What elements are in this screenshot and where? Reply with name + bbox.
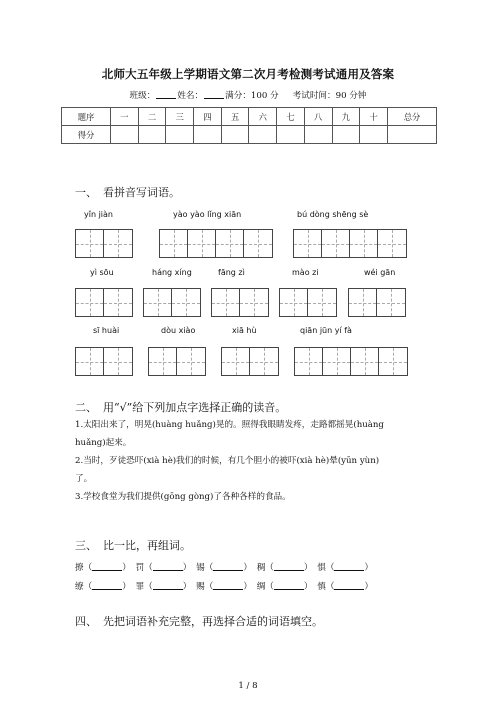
question-line: huǎng)起来。 bbox=[75, 438, 132, 448]
section-4-heading bbox=[75, 613, 323, 629]
writing-grid[interactable] bbox=[294, 347, 408, 376]
answer-blank[interactable] bbox=[92, 581, 122, 590]
score-cell[interactable] bbox=[111, 126, 139, 144]
score-cell[interactable] bbox=[249, 126, 277, 144]
score-cell[interactable] bbox=[138, 126, 166, 144]
section-number: 三、 bbox=[75, 539, 97, 552]
question-line: 3.学校食堂为我们提供(gōng gòng)了各种各样的食品。 bbox=[75, 492, 291, 502]
section-number: 四、 bbox=[75, 615, 97, 628]
pinyin-prompt: qiān jūn yí fà bbox=[300, 326, 352, 335]
exam-time: 考试时间：90 分钟 bbox=[292, 91, 367, 101]
score-cell[interactable] bbox=[277, 126, 305, 144]
document-title: 北师大五年级上学期语文第二次月考检测考试通用及答案 bbox=[101, 67, 395, 81]
answer-blank[interactable] bbox=[213, 562, 243, 571]
pinyin-prompt: bú dòng shēng sè bbox=[297, 210, 369, 219]
writing-grid[interactable] bbox=[348, 288, 406, 317]
writing-grid[interactable] bbox=[211, 288, 269, 317]
answer-blank[interactable] bbox=[213, 581, 243, 590]
character: 缭 bbox=[75, 582, 84, 592]
character: 罪 bbox=[135, 582, 145, 592]
pinyin-prompt: sī huài bbox=[93, 326, 120, 335]
pinyin-prompt: yǐn jiàn bbox=[84, 210, 113, 219]
answer-blank[interactable] bbox=[92, 562, 122, 571]
character: 慎 bbox=[317, 582, 326, 592]
writing-grid[interactable] bbox=[75, 347, 133, 376]
writing-grid[interactable] bbox=[221, 347, 279, 376]
character: 惧 bbox=[317, 563, 326, 573]
score-table-row bbox=[62, 126, 437, 144]
character: 稠 bbox=[256, 563, 266, 573]
header-cell: 十 bbox=[360, 108, 388, 126]
character: 绸 bbox=[256, 582, 266, 592]
writing-grid[interactable] bbox=[75, 229, 133, 258]
header-cell: 八 bbox=[304, 108, 332, 126]
header-cell: 题序 bbox=[62, 108, 111, 126]
question-line: 了。 bbox=[75, 474, 93, 484]
writing-grid[interactable] bbox=[148, 347, 206, 376]
score-table-header bbox=[62, 108, 437, 126]
pinyin-prompt: xiā hù bbox=[232, 326, 257, 335]
character: 赐 bbox=[196, 582, 205, 592]
header-cell: 四 bbox=[194, 108, 222, 126]
section-2-heading bbox=[75, 399, 286, 415]
header-cell: 一 bbox=[111, 108, 139, 126]
pinyin-prompt: fāng zì bbox=[218, 268, 245, 277]
answer-blank[interactable] bbox=[274, 581, 304, 590]
compare-row-2: 缭（ ） 罪（ ） 赐（ ） 绸（ ） 慎（ ） bbox=[75, 582, 374, 592]
page-number: 1 / 8 bbox=[238, 681, 258, 691]
score-cell[interactable] bbox=[388, 126, 437, 144]
header-cell: 六 bbox=[249, 108, 277, 126]
writing-grid[interactable] bbox=[159, 229, 273, 258]
writing-grid[interactable] bbox=[75, 288, 133, 317]
answer-blank[interactable] bbox=[153, 581, 183, 590]
writing-grid[interactable] bbox=[143, 288, 201, 317]
header-cell: 九 bbox=[332, 108, 360, 126]
score-cell[interactable] bbox=[166, 126, 194, 144]
pinyin-prompt: háng xíng bbox=[152, 268, 192, 277]
answer-blank[interactable] bbox=[334, 581, 364, 590]
header-cell: 三 bbox=[166, 108, 194, 126]
character: 撩 bbox=[75, 563, 84, 573]
score-cell[interactable] bbox=[304, 126, 332, 144]
score-cell[interactable] bbox=[360, 126, 388, 144]
header-cell: 二 bbox=[138, 108, 166, 126]
pinyin-prompt: mào zi bbox=[292, 268, 319, 277]
score-cell[interactable] bbox=[332, 126, 360, 144]
section-title: 看拼音写词语。 bbox=[103, 186, 180, 199]
full-score: 满分：100 分 bbox=[225, 91, 279, 101]
pinyin-prompt: yì sōu bbox=[90, 268, 114, 277]
section-3-heading bbox=[75, 537, 191, 553]
character: 罚 bbox=[135, 563, 145, 573]
section-number: 一、 bbox=[75, 186, 97, 199]
header-cell: 七 bbox=[277, 108, 305, 126]
exam-info bbox=[0, 89, 496, 101]
compare-row-1: 撩（ ） 罚（ ） 锡（ ） 稠（ ） 惧（ ） bbox=[75, 563, 374, 573]
section-1-heading bbox=[75, 184, 180, 200]
score-table bbox=[61, 107, 437, 144]
class-blank bbox=[156, 90, 176, 99]
section-title: 先把词语补充完整，再选择合适的词语填空。 bbox=[103, 615, 323, 628]
character: 锡 bbox=[196, 563, 205, 573]
answer-blank[interactable] bbox=[274, 562, 304, 571]
answer-blank[interactable] bbox=[153, 562, 183, 571]
name-label: 姓名： bbox=[177, 91, 204, 101]
section-title: 用“√”给下列加点字选择正确的读音。 bbox=[103, 401, 287, 414]
question-line: 1.太阳出来了，明晃(huàng huǎng)晃的。照得我眼睛发疼，走路都摇晃(huàng bbox=[75, 420, 384, 430]
score-cell[interactable] bbox=[194, 126, 222, 144]
header-cell: 五 bbox=[221, 108, 249, 126]
pinyin-prompt: yào yào lǐng xiān bbox=[173, 210, 242, 219]
name-blank bbox=[204, 90, 224, 99]
question-line: 2.当时，歹徒恐吓(xià hè)我们的时候，有几个胆小的被吓(xià hè)晕(yūn yùn) bbox=[75, 456, 380, 466]
writing-grid[interactable] bbox=[279, 288, 337, 317]
row-label: 得分 bbox=[62, 126, 111, 144]
class-label: 班级： bbox=[129, 91, 156, 101]
answer-blank[interactable] bbox=[334, 562, 364, 571]
header-cell: 总分 bbox=[388, 108, 437, 126]
section-title: 比一比，再组词。 bbox=[103, 539, 191, 552]
score-cell[interactable] bbox=[221, 126, 249, 144]
writing-grid[interactable] bbox=[293, 229, 407, 258]
pinyin-prompt: dòu xiào bbox=[161, 326, 196, 335]
pinyin-prompt: wéi gān bbox=[364, 268, 396, 277]
section-number: 二、 bbox=[75, 401, 97, 414]
